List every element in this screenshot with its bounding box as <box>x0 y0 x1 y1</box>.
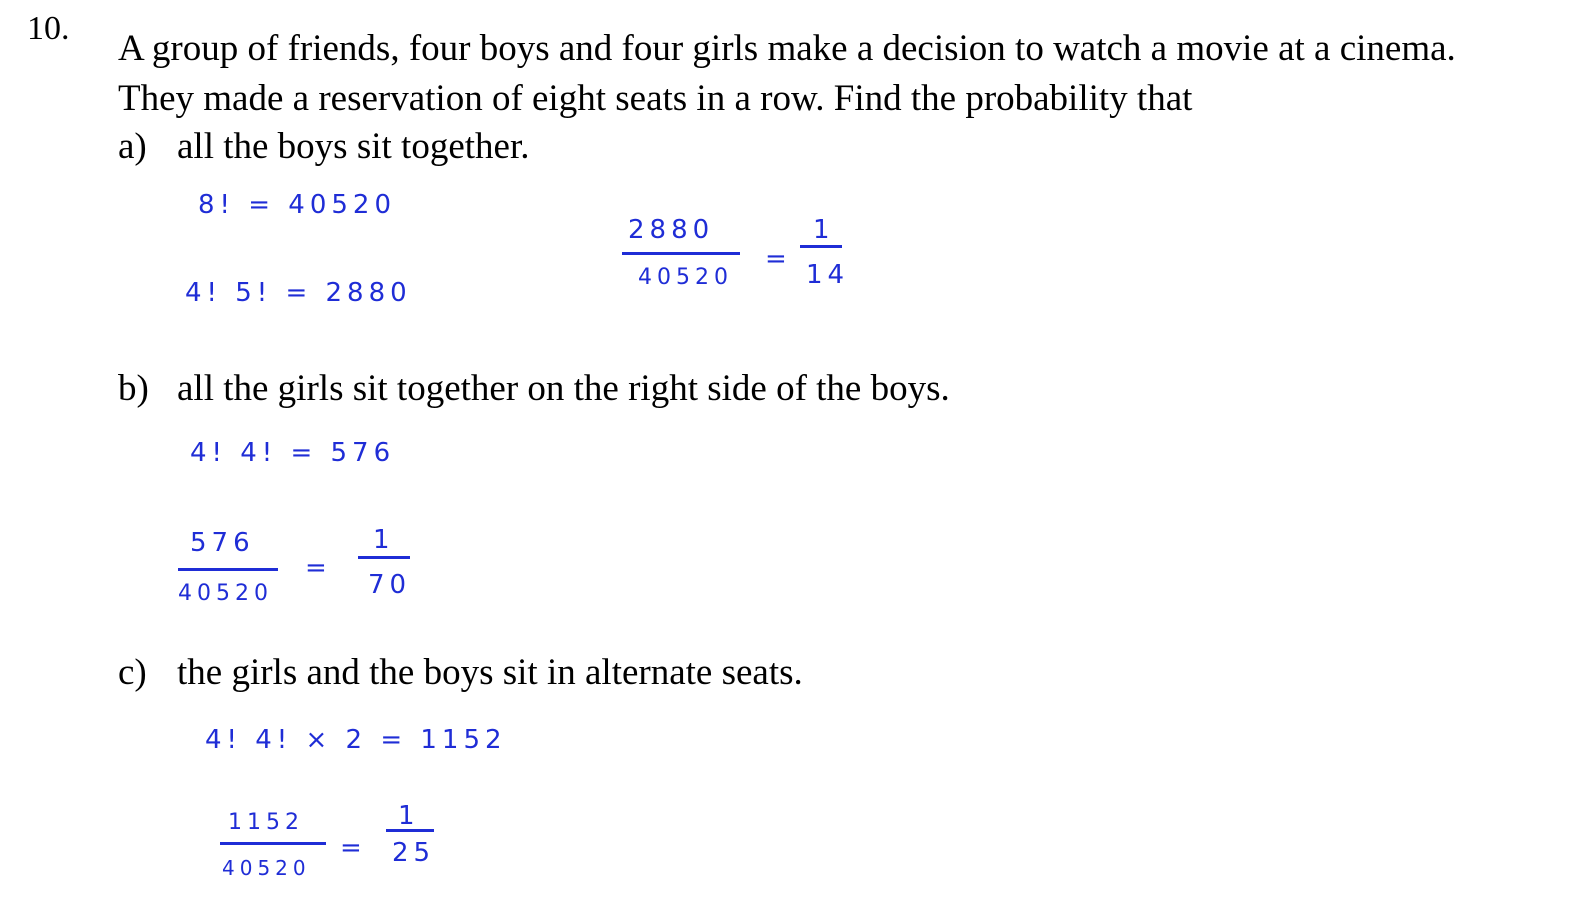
part-a-result-denominator: 14 <box>806 260 850 290</box>
part-a-work-line-1: 8! = 40520 <box>198 190 396 220</box>
part-c-fraction-denominator: 40520 <box>222 856 311 880</box>
part-b-label: b) <box>118 368 149 409</box>
part-a-equals: = <box>765 244 792 274</box>
part-b-fraction-bar <box>178 568 278 571</box>
part-b-fraction-denominator: 40520 <box>178 581 273 606</box>
part-b-fraction-numerator: 576 <box>190 528 255 558</box>
part-c-label: c) <box>118 652 147 693</box>
part-a-label: a) <box>118 126 147 167</box>
part-c-text: the girls and the boys sit in alternate seats. <box>177 652 803 693</box>
part-c-fraction-bar <box>220 842 326 845</box>
part-a-fraction-denominator: 40520 <box>638 265 733 290</box>
part-a-fraction-numerator: 2880 <box>628 215 715 245</box>
question-number: 10. <box>27 10 70 47</box>
part-c-result-numerator: 1 <box>398 801 420 831</box>
part-c-work-line-1: 4! 4! × 2 = 1152 <box>205 725 507 755</box>
part-a-work-line-2: 4! 5! = 2880 <box>185 278 412 308</box>
part-a-fraction-bar <box>622 252 740 255</box>
part-b-result-denominator: 70 <box>368 570 412 600</box>
part-b-result-bar <box>358 556 410 559</box>
part-b-work-line-1: 4! 4! = 576 <box>190 438 396 468</box>
part-b-result-numerator: 1 <box>373 525 395 555</box>
part-c-result-bar <box>386 829 434 832</box>
part-b-text: all the girls sit together on the right side of the boys. <box>177 368 950 409</box>
part-b-equals: = <box>305 553 332 583</box>
part-a-result-numerator: 1 <box>813 215 835 245</box>
part-c-equals: = <box>340 833 367 863</box>
part-a-result-bar <box>800 245 842 248</box>
part-c-result-denominator: 25 <box>392 838 436 868</box>
question-line-2: They made a reservation of eight seats in a row. Find the probability that <box>118 78 1193 119</box>
part-a-text: all the boys sit together. <box>177 126 530 167</box>
part-c-fraction-numerator: 1152 <box>228 810 304 835</box>
question-line-1: A group of friends, four boys and four girls make a decision to watch a movie at a cinema. <box>118 28 1456 69</box>
